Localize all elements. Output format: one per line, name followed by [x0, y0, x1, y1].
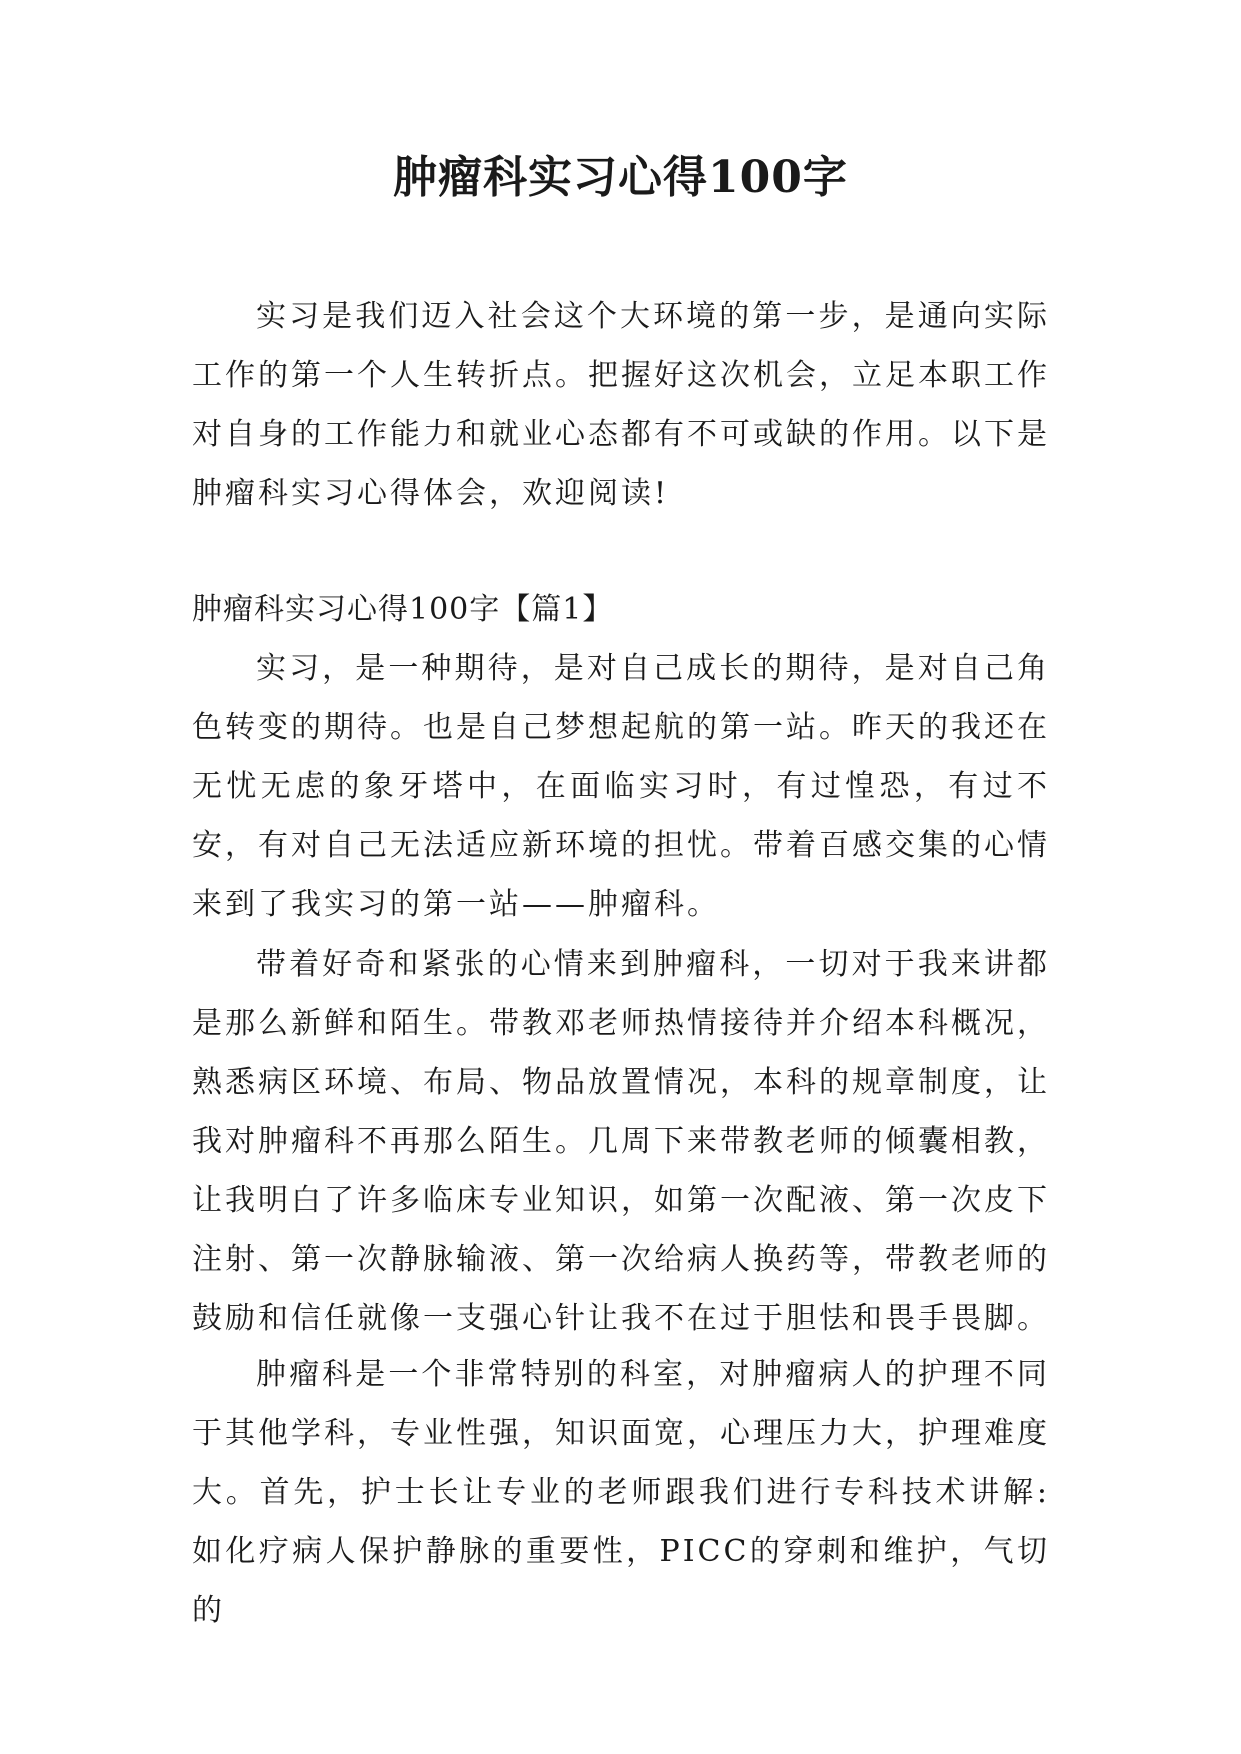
- section-heading: 肿瘤科实习心得100字【篇1】: [192, 592, 614, 627]
- intro-paragraph: 实习是我们迈入社会这个大环境的第一步，是通向实际工作的第一个人生转折点。把握好这次机会，立足本职工作对自身的工作能力和就业心态都有不可或缺的作用。以下是肿瘤科实习心得体会，欢迎阅读!: [192, 299, 1050, 511]
- document-title: 肿瘤科实习心得100字: [393, 152, 848, 203]
- body-paragraph-1: 实习，是一种期待，是对自己成长的期待，是对自己角色转变的期待。也是自己梦想起航的第一站。昨天的我还在无忧无虑的象牙塔中，在面临实习时，有过惶恐，有过不安，有对自己无法适应新环境的担忧。带着百感交集的心情来到了我实习的第一站——肿瘤科。: [192, 651, 1050, 922]
- body-paragraph-2: 带着好奇和紧张的心情来到肿瘤科，一切对于我来讲都是那么新鲜和陌生。带教邓老师热情接待并介绍本科概况，熟悉病区环境、布局、物品放置情况，本科的规章制度，让我对肿瘤科不再那么陌生。几周下来带教老师的倾囊相教，让我明白了许多临床专业知识，如第一次配液、第一次皮下注射、第一次静脉输液、第一次给病人换药等，带教老师的鼓励和信任就像一支强心针让我不在过于胆怯和畏手畏脚。: [192, 947, 1050, 1336]
- body-paragraph-3: 肿瘤科是一个非常特别的科室，对肿瘤病人的护理不同于其他学科，专业性强，知识面宽，心理压力大，护理难度大。首先，护士长让专业的老师跟我们进行专科技术讲解:如化疗病人保护静脉的重要性，PICC的穿刺和维护，气切的: [192, 1357, 1050, 1628]
